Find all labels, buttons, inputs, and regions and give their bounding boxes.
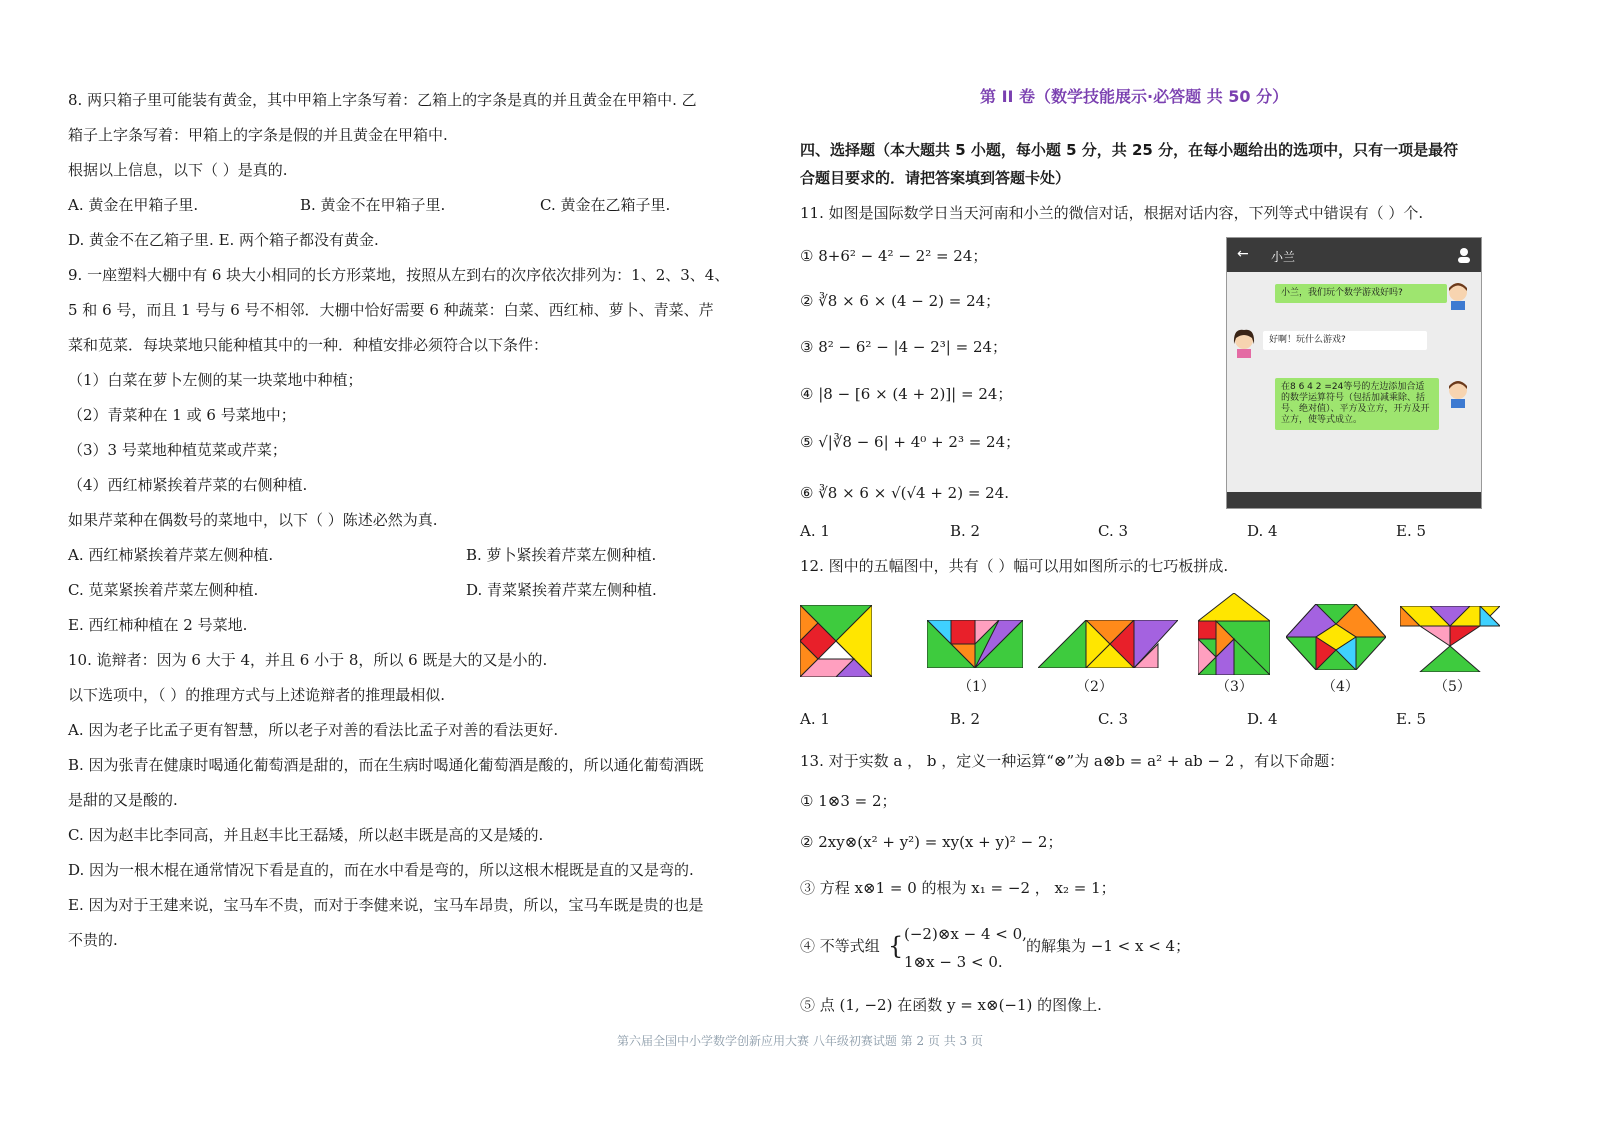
q9-option: D. 青菜紧挨着芹菜左侧种植. [466,581,657,599]
figure-label-2: （2） [1076,679,1113,695]
q8-option: A. 黄金在甲箱子里. [68,196,199,214]
question-13: 13. 对于实数 a ， b ，定义一种运算“⊗”为 a⊗b = a² + ab − 2 ，有以下命题： [800,752,1345,770]
figure-label-3: （3） [1216,679,1253,695]
left-text-line: C. 因为赵丰比李同高，并且赵丰比王磊矮，所以赵丰既是高的又是矮的. [68,826,544,844]
left-text-line: B. 因为张青在健康时喝通化葡萄酒是甜的，而在生病时喝通化葡萄酒是酸的，所以通化葡萄酒既 [68,756,704,774]
left-text-line: （3）3 号菜地种植苋菜或芹菜； [68,441,287,459]
chat-message-3: 在8 6 4 2 =24等号的左边添加合适的数学运算符号（包括加减乘除、括号、绝对值）、平方及立方，开方及开立方，使等式成立。 [1275,378,1439,430]
q11-option-a: A. 1 [800,522,830,540]
q12-option-d: D. 4 [1247,710,1278,728]
q9-option: C. 苋菜紧挨着芹菜左侧种植. [68,581,259,599]
tangram-figure-5 [1400,606,1500,672]
left-text-line: 是甜的又是酸的. [68,791,178,809]
q13-item-2: ② 2xy⊗(x² + y²) = xy(x + y)² − 2； [800,833,1063,851]
q11-item-3: ③ 8² − 6² − |4 − 2³| = 24； [800,338,1008,356]
brace: { [888,932,904,960]
chat-screenshot [1226,237,1482,509]
chat-contact-name: 小兰 [1271,250,1296,264]
q12-option-c: C. 3 [1098,710,1129,728]
q11-item-6: ⑥ ∛8 × 6 × √(√4 + 2) = 24. [800,484,1010,502]
tangram-figure-3 [1198,593,1270,675]
figure-label-5: （5） [1434,679,1471,695]
q13-item-4: ④ 不等式组 [800,937,880,955]
left-text-line: D. 因为一根木棍在通常情况下看是直的，而在水中看是弯的，所以这根木棍既是直的又是弯的. [68,861,694,879]
figure-label-1: （1） [958,679,995,695]
left-text-line: （2）青菜种在 1 或 6 号菜地中； [68,406,296,424]
left-text-line: 10. 诡辩者：因为 6 大于 4，并且 6 小于 8，所以 6 既是大的又是小的. [68,651,548,669]
q8-option: B. 黄金不在甲箱子里. [300,196,446,214]
contact-icon [1457,247,1471,263]
q9-option: B. 萝卜紧挨着芹菜左侧种植. [466,546,657,564]
left-text-line: 5 和 6 号，而且 1 号与 6 号不相邻．大棚中恰好需要 6 种蔬菜：白菜、西红柿、萝卜、青菜、芹 [68,301,714,319]
section4-heading: 四、选择题（本大题共 5 小题，每小题 5 分，共 25 分，在每小题给出的选项中，只有一项是最符 [800,141,1459,159]
section4-heading-cont: 合题目要求的．请把答案填到答题卡处） [800,169,1071,187]
q13-system-line-1: (−2)⊗x − 4 < 0, [904,925,1027,943]
left-text-line: 如果芹菜种在偶数号的菜地中，以下（ ）陈述必然为真. [68,511,438,529]
boy-avatar-icon [1445,280,1471,310]
boy-avatar-icon [1445,378,1471,408]
q9-option: A. 西红柿紧挨着芹菜左侧种植. [68,546,274,564]
chat-message-1: 小兰，我们玩个数学游戏好吗? [1275,284,1447,303]
page-footer: 第六届全国中小学数学创新应用大赛 八年级初赛试题 第 2 页 共 3 页 [617,1034,983,1048]
chat-message-2: 好啊！玩什么游戏? [1263,331,1427,350]
left-text-line: （1）白菜在萝卜左侧的某一块菜地中种植； [68,371,363,389]
q13-item-4-tail: 的解集为 −1 < x < 4； [1026,937,1191,955]
tangram-figure-1 [927,620,1023,668]
figure-label-4: （4） [1322,679,1359,695]
left-text-line: 箱子上字条写着：甲箱上的字条是假的并且黄金在甲箱中. [68,126,448,144]
q11-option-e: E. 5 [1396,522,1427,540]
q11-item-5: ⑤ √|∛8 − 6| + 4⁰ + 2³ = 24； [800,433,1021,451]
q12-option-a: A. 1 [800,710,830,728]
chat-header [1227,238,1481,272]
left-text-line: （4）西红柿紧挨着芹菜的右侧种植. [68,476,308,494]
girl-avatar-icon [1231,328,1257,358]
left-text-line: 以下选项中，（ ）的推理方式与上述诡辩者的推理最相似. [68,686,446,704]
q13-system-line-2: 1⊗x − 3 < 0. [904,953,1003,971]
q11-option-b: B. 2 [950,522,981,540]
q8-option: C. 黄金在乙箱子里. [540,196,671,214]
q13-item-1: ① 1⊗3 = 2； [800,792,897,810]
left-text-line: E. 因为对于王建来说，宝马车不贵，而对于李健来说，宝马车昂贵，所以，宝马车既是贵的也是 [68,896,704,914]
left-text-line: 菜和苋菜．每块菜地只能种植其中的一种．种植安排必须符合以下条件： [68,336,549,354]
q12-option-e: E. 5 [1396,710,1427,728]
q11-item-1: ① 8+6² − 4² − 2² = 24； [800,247,988,265]
left-text-line: D. 黄金不在乙箱子里. E. 两个箱子都没有黄金. [68,231,379,249]
left-text-line: E. 西红柿种植在 2 号菜地. [68,616,248,634]
left-text-line: 根据以上信息，以下（ ）是真的. [68,161,288,179]
left-text-line: A. 因为老子比孟子更有智慧，所以老子对善的看法比孟子对善的看法更好. [68,721,559,739]
q13-item-5: ⑤ 点 (1, −2) 在函数 y = x⊗(−1) 的图像上. [800,996,1102,1014]
left-text-line: 不贵的. [68,931,118,949]
section-title: 第 II 卷（数学技能展示·必答题 共 50 分） [980,87,1289,106]
chat-input-bar [1227,492,1481,508]
question-11: 11. 如图是国际数学日当天河南和小兰的微信对话，根据对话内容，下列等式中错误有（ ）个. [800,204,1424,222]
q11-option-c: C. 3 [1098,522,1129,540]
back-arrow-icon: ← [1237,246,1249,262]
left-text-line: 8. 两只箱子里可能装有黄金，其中甲箱上字条写着：乙箱上的字条是真的并且黄金在甲箱中. 乙 [68,91,697,109]
left-text-line: 9. 一座塑料大棚中有 6 块大小相同的长方形菜地，按照从左到右的次序依次排列为：1、2、3、4、 [68,266,730,284]
q11-item-2: ② ∛8 × 6 × (4 − 2) = 24； [800,292,1001,310]
q12-option-b: B. 2 [950,710,981,728]
tangram-reference [800,605,872,677]
q11-item-4: ④ |8 − [6 × (4 + 2)]| = 24； [800,385,1013,403]
tangram-figure-2 [1038,620,1178,668]
q13-item-3: ③ 方程 x⊗1 = 0 的根为 x₁ = −2 ， x₂ = 1； [800,879,1116,897]
tangram-figure-4 [1286,604,1386,670]
q11-option-d: D. 4 [1247,522,1278,540]
question-12: 12. 图中的五幅图中，共有（ ）幅可以用如图所示的七巧板拼成. [800,557,1229,575]
